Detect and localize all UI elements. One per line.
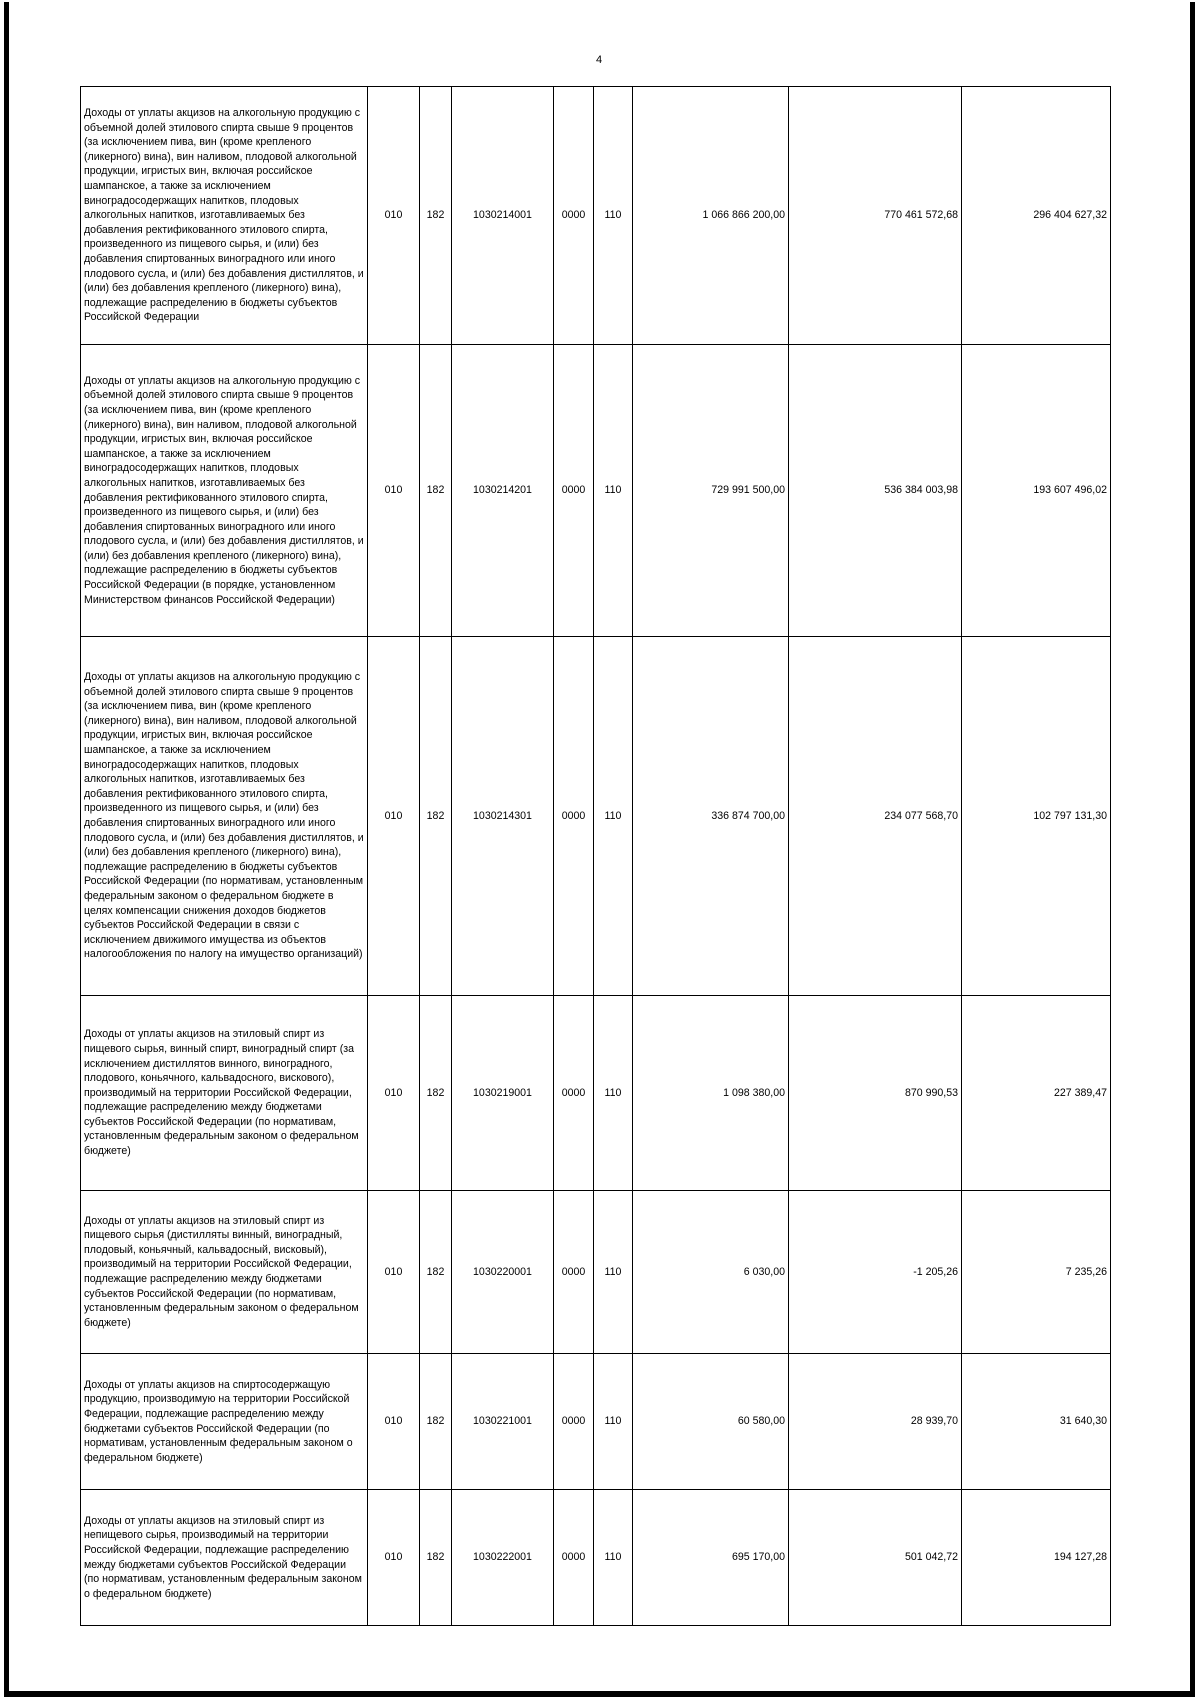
- table-row: [81, 996, 1111, 1191]
- page-number: 4: [596, 54, 603, 66]
- admin-code-cell: 010: [368, 87, 420, 345]
- remaining-amount-cell: 193 607 496,02: [962, 345, 1111, 637]
- row-description: Доходы от уплаты акцизов на алкогольную продукцию с объемной долей этилового спирта свыше 9 процентов (за исключением пива, вин (кроме крепленого (ликерного) вина), вин наливом, плодовой алкогольной продукции, игристых вин, включая российское шампанское, а также за исключением виноградосодержащих напитков, плодовых алкогольных напитков, изготавливаемых без добавления ректификованного этилового спирта, произведенного из пищевого сырья, и (или) без добавления спиртованных виноградного или иного плодового сусла, и (или) без добавления дистиллятов, и (или) без добавления крепленого (ликерного) вина), подлежащие распределению в бюджеты субъектов Российской Федерации (в порядке, установленном Министерством финансов Российской Федерации): [81, 345, 368, 637]
- kbk-code-cell: 1030221001: [452, 1354, 554, 1490]
- executed-amount-cell: 870 990,53: [789, 996, 962, 1191]
- sub-code-cell: 0000: [554, 87, 594, 345]
- remaining-amount-cell: 194 127,28: [962, 1490, 1111, 1626]
- planned-amount-cell: 6 030,00: [633, 1191, 789, 1354]
- tax-code-cell: 182: [420, 1191, 452, 1354]
- admin-code-cell: 010: [368, 1354, 420, 1490]
- kbk-code-cell: 1030222001: [452, 1490, 554, 1626]
- sub-code-cell: 0000: [554, 1191, 594, 1354]
- table-row: [81, 1490, 1111, 1626]
- class-code-cell: 110: [594, 637, 633, 996]
- revenue-table: [80, 86, 1111, 1626]
- class-code-cell: 110: [594, 1490, 633, 1626]
- executed-amount-cell: 536 384 003,98: [789, 345, 962, 637]
- sub-code-cell: 0000: [554, 1490, 594, 1626]
- kbk-code-cell: 1030220001: [452, 1191, 554, 1354]
- row-description: Доходы от уплаты акцизов на этиловый спирт из пищевого сырья (дистилляты винный, виноградный, плодовый, коньячный, кальвадосный, висковый), производимый на территории Российской Федерации, подлежащие распределению между бюджетами субъектов Российской Федерации (по нормативам, установленным федеральным законом о федеральном бюджете): [81, 1191, 368, 1354]
- class-code-cell: 110: [594, 345, 633, 637]
- row-description: Доходы от уплаты акцизов на этиловый спирт из пищевого сырья, винный спирт, виноградный спирт (за исключением дистиллятов винного, виноградного, плодового, коньячного, кальвадосного, вискового), производимый на территории Российской Федерации, подлежащие распределению между бюджетами субъектов Российской Федерации (по нормативам, установленным федеральным законом о федеральном бюджете): [81, 996, 368, 1191]
- admin-code-cell: 010: [368, 1191, 420, 1354]
- tax-code-cell: 182: [420, 637, 452, 996]
- tax-code-cell: 182: [420, 996, 452, 1191]
- sub-code-cell: 0000: [554, 996, 594, 1191]
- remaining-amount-cell: 296 404 627,32: [962, 87, 1111, 345]
- sub-code-cell: 0000: [554, 345, 594, 637]
- executed-amount-cell: 234 077 568,70: [789, 637, 962, 996]
- executed-amount-cell: 770 461 572,68: [789, 87, 962, 345]
- remaining-amount-cell: 227 389,47: [962, 996, 1111, 1191]
- sub-code-cell: 0000: [554, 637, 594, 996]
- table-row: [81, 87, 1111, 345]
- planned-amount-cell: 336 874 700,00: [633, 637, 789, 996]
- executed-amount-cell: 501 042,72: [789, 1490, 962, 1626]
- planned-amount-cell: 695 170,00: [633, 1490, 789, 1626]
- remaining-amount-cell: 31 640,30: [962, 1354, 1111, 1490]
- class-code-cell: 110: [594, 1354, 633, 1490]
- table-row: [81, 1354, 1111, 1490]
- kbk-code-cell: 1030214201: [452, 345, 554, 637]
- row-description: Доходы от уплаты акцизов на алкогольную продукцию с объемной долей этилового спирта свыше 9 процентов (за исключением пива, вин (кроме крепленого (ликерного) вина), вин наливом, плодовой алкогольной продукции, игристых вин, включая российское шампанское, а также за исключением виноградосодержащих напитков, плодовых алкогольных напитков, изготавливаемых без добавления ректификованного этилового спирта, произведенного из пищевого сырья, и (или) без добавления спиртованных виноградного или иного плодового сусла, и (или) без добавления дистиллятов, и (или) без добавления крепленого (ликерного) вина), подлежащие распределению в бюджеты субъектов Российской Федерации (по нормативам, установленным федеральным законом о федеральном бюджете в целях компенсации снижения доходов бюджетов субъектов Российской Федерации в связи с исключением движимого имущества из объектов налогообложения по налогу на имущество организаций): [81, 637, 368, 996]
- executed-amount-cell: 28 939,70: [789, 1354, 962, 1490]
- table-row: [81, 637, 1111, 996]
- remaining-amount-cell: 102 797 131,30: [962, 637, 1111, 996]
- remaining-amount-cell: 7 235,26: [962, 1191, 1111, 1354]
- kbk-code-cell: 1030219001: [452, 996, 554, 1191]
- class-code-cell: 110: [594, 1191, 633, 1354]
- row-description: Доходы от уплаты акцизов на спиртосодержащую продукцию, производимую на территории Российской Федерации, подлежащие распределению между бюджетами субъектов Российской Федерации (по нормативам, установленным федеральным законом о федеральном бюджете): [81, 1354, 368, 1490]
- tax-code-cell: 182: [420, 1490, 452, 1626]
- tax-code-cell: 182: [420, 345, 452, 637]
- table-row: [81, 345, 1111, 637]
- admin-code-cell: 010: [368, 637, 420, 996]
- planned-amount-cell: 1 098 380,00: [633, 996, 789, 1191]
- admin-code-cell: 010: [368, 1490, 420, 1626]
- admin-code-cell: 010: [368, 345, 420, 637]
- executed-amount-cell: -1 205,26: [789, 1191, 962, 1354]
- tax-code-cell: 182: [420, 87, 452, 345]
- planned-amount-cell: 1 066 866 200,00: [633, 87, 789, 345]
- admin-code-cell: 010: [368, 996, 420, 1191]
- table-body: [81, 87, 1111, 1626]
- class-code-cell: 110: [594, 87, 633, 345]
- kbk-code-cell: 1030214301: [452, 637, 554, 996]
- sub-code-cell: 0000: [554, 1354, 594, 1490]
- table-row: [81, 1191, 1111, 1354]
- kbk-code-cell: 1030214001: [452, 87, 554, 345]
- row-description: Доходы от уплаты акцизов на алкогольную продукцию с объемной долей этилового спирта свыше 9 процентов (за исключением пива, вин (кроме крепленого (ликерного) вина), вин наливом, плодовой алкогольной продукции, игристых вин, включая российское шампанское, а также за исключением виноградосодержащих напитков, плодовых алкогольных напитков, изготавливаемых без добавления ректификованного этилового спирта, произведенного из пищевого сырья, и (или) без добавления спиртованных виноградного или иного плодового сусла, и (или) без добавления дистиллятов, и (или) без добавления крепленого (ликерного) вина), подлежащие распределению в бюджеты субъектов Российской Федерации: [81, 87, 368, 345]
- class-code-cell: 110: [594, 996, 633, 1191]
- planned-amount-cell: 729 991 500,00: [633, 345, 789, 637]
- row-description: Доходы от уплаты акцизов на этиловый спирт из непищевого сырья, производимый на территории Российской Федерации, подлежащие распределению между бюджетами субъектов Российской Федерации (по нормативам, установленным федеральным законом о федеральном бюджете): [81, 1490, 368, 1626]
- tax-code-cell: 182: [420, 1354, 452, 1490]
- planned-amount-cell: 60 580,00: [633, 1354, 789, 1490]
